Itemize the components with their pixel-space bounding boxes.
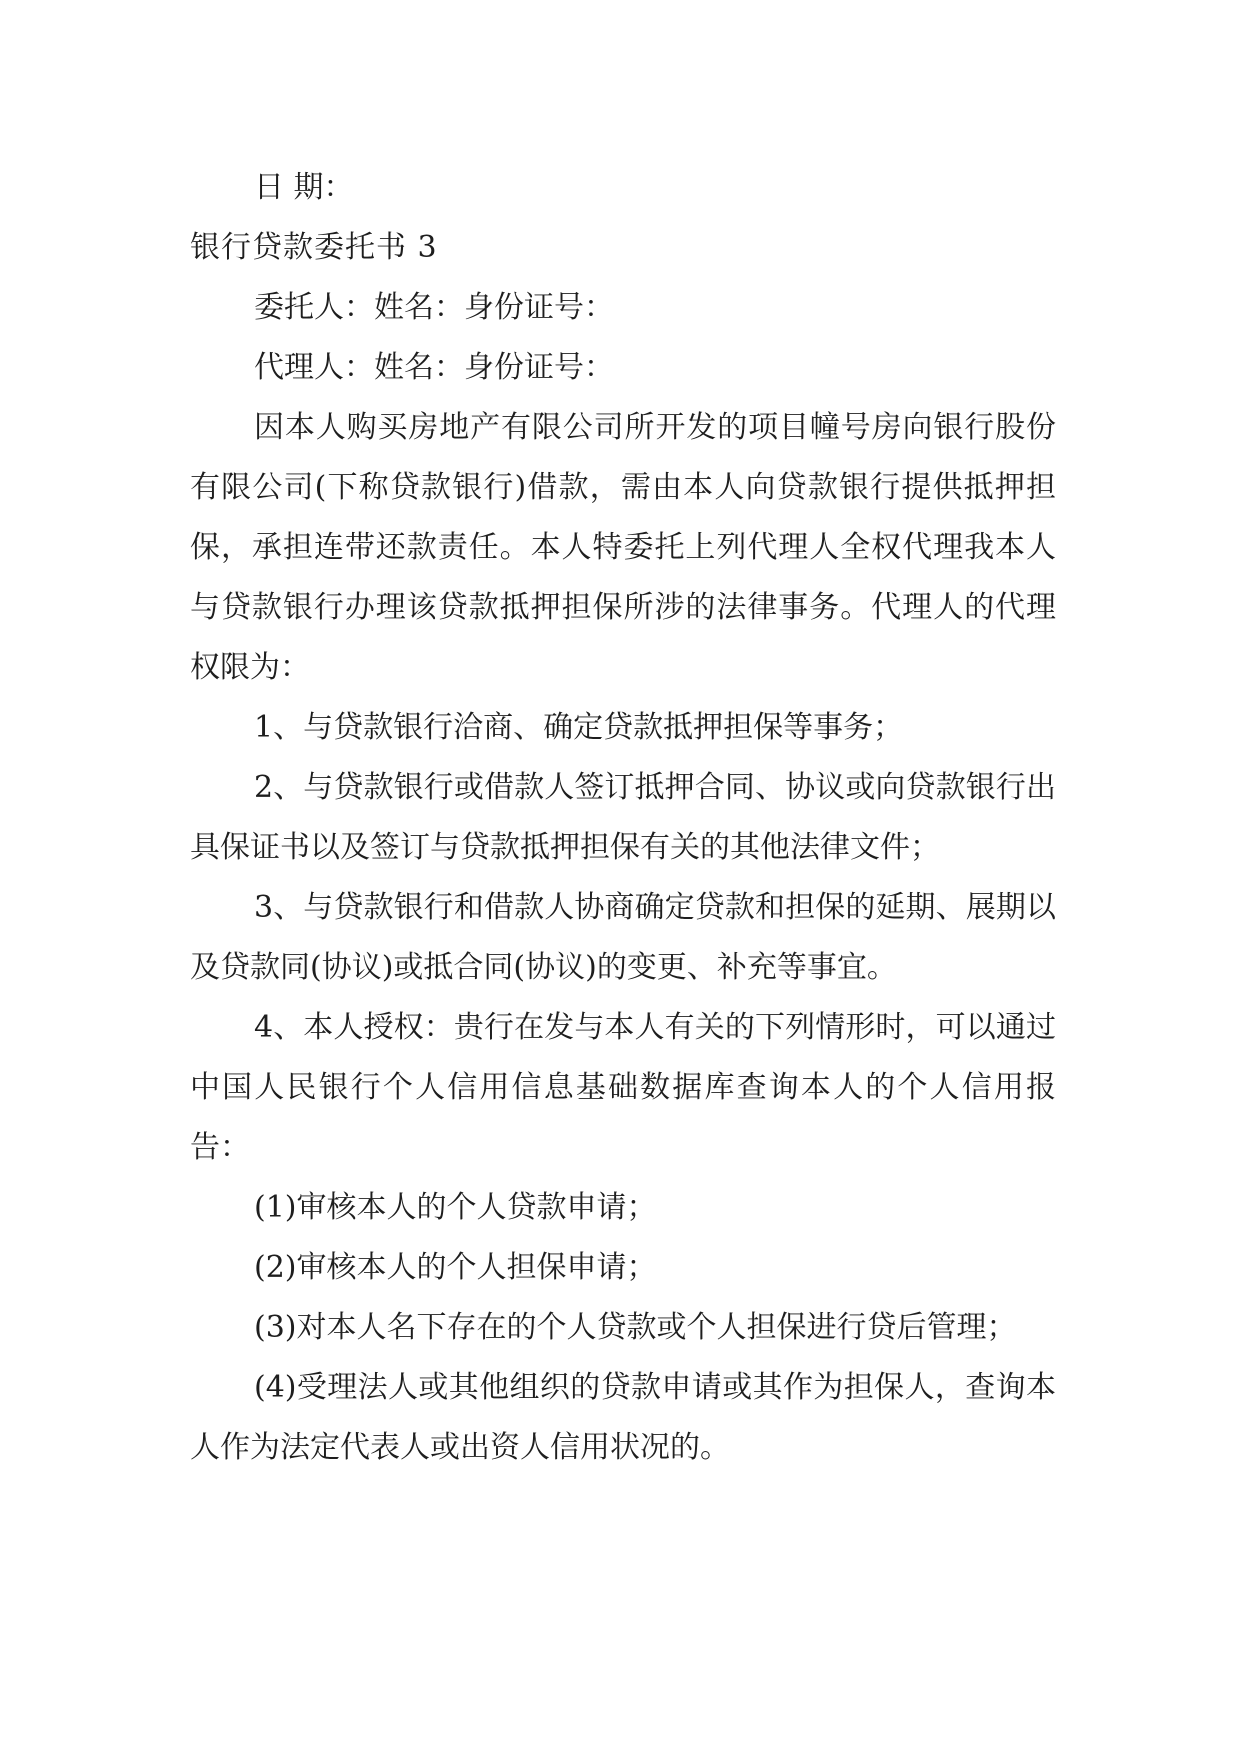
authority-item-1: 1、与贷款银行洽商、确定贷款抵押担保等事务； bbox=[254, 710, 904, 745]
authority-item-4: 4、本人授权：贵行在发与本人有关的下列情形时，可以通过中国人民银行个人信用信息基础数据库查询本人的个人信用报告： bbox=[190, 1010, 1056, 1165]
credit-query-case-2: (2)审核本人的个人担保申请； bbox=[254, 1250, 657, 1285]
principal-line: 委托人：姓名：身份证号： bbox=[254, 290, 614, 325]
credit-query-case-4: (4)受理法人或其他组织的贷款申请或其作为担保人，查询本人作为法定代表人或出资人信用状况的。 bbox=[190, 1370, 1056, 1465]
intro-paragraph: 因本人购买房地产有限公司所开发的项目幢号房向银行股份有限公司(下称贷款银行)借款，需由本人向贷款银行提供抵押担保，承担连带还款责任。本人特委托上列代理人全权代理我本人与贷款银行办理该贷款抵押担保所涉的法律事务。代理人的代理权限为： bbox=[190, 410, 1056, 685]
credit-query-case-3: (3)对本人名下存在的个人贷款或个人担保进行贷后管理； bbox=[254, 1310, 1017, 1345]
document-title: 银行贷款委托书 3 bbox=[190, 230, 438, 265]
date-line: 日 期： bbox=[254, 170, 354, 205]
authority-item-2: 2、与贷款银行或借款人签订抵押合同、协议或向贷款银行出具保证书以及签订与贷款抵押担保有关的其他法律文件； bbox=[190, 770, 1056, 865]
credit-query-case-1: (1)审核本人的个人贷款申请； bbox=[254, 1190, 657, 1225]
agent-line: 代理人：姓名：身份证号： bbox=[254, 350, 614, 385]
document-body bbox=[190, 158, 1056, 1478]
authority-item-3: 3、与贷款银行和借款人协商确定贷款和担保的延期、展期以及贷款同(协议)或抵合同(协议)的变更、补充等事宜。 bbox=[190, 890, 1056, 985]
